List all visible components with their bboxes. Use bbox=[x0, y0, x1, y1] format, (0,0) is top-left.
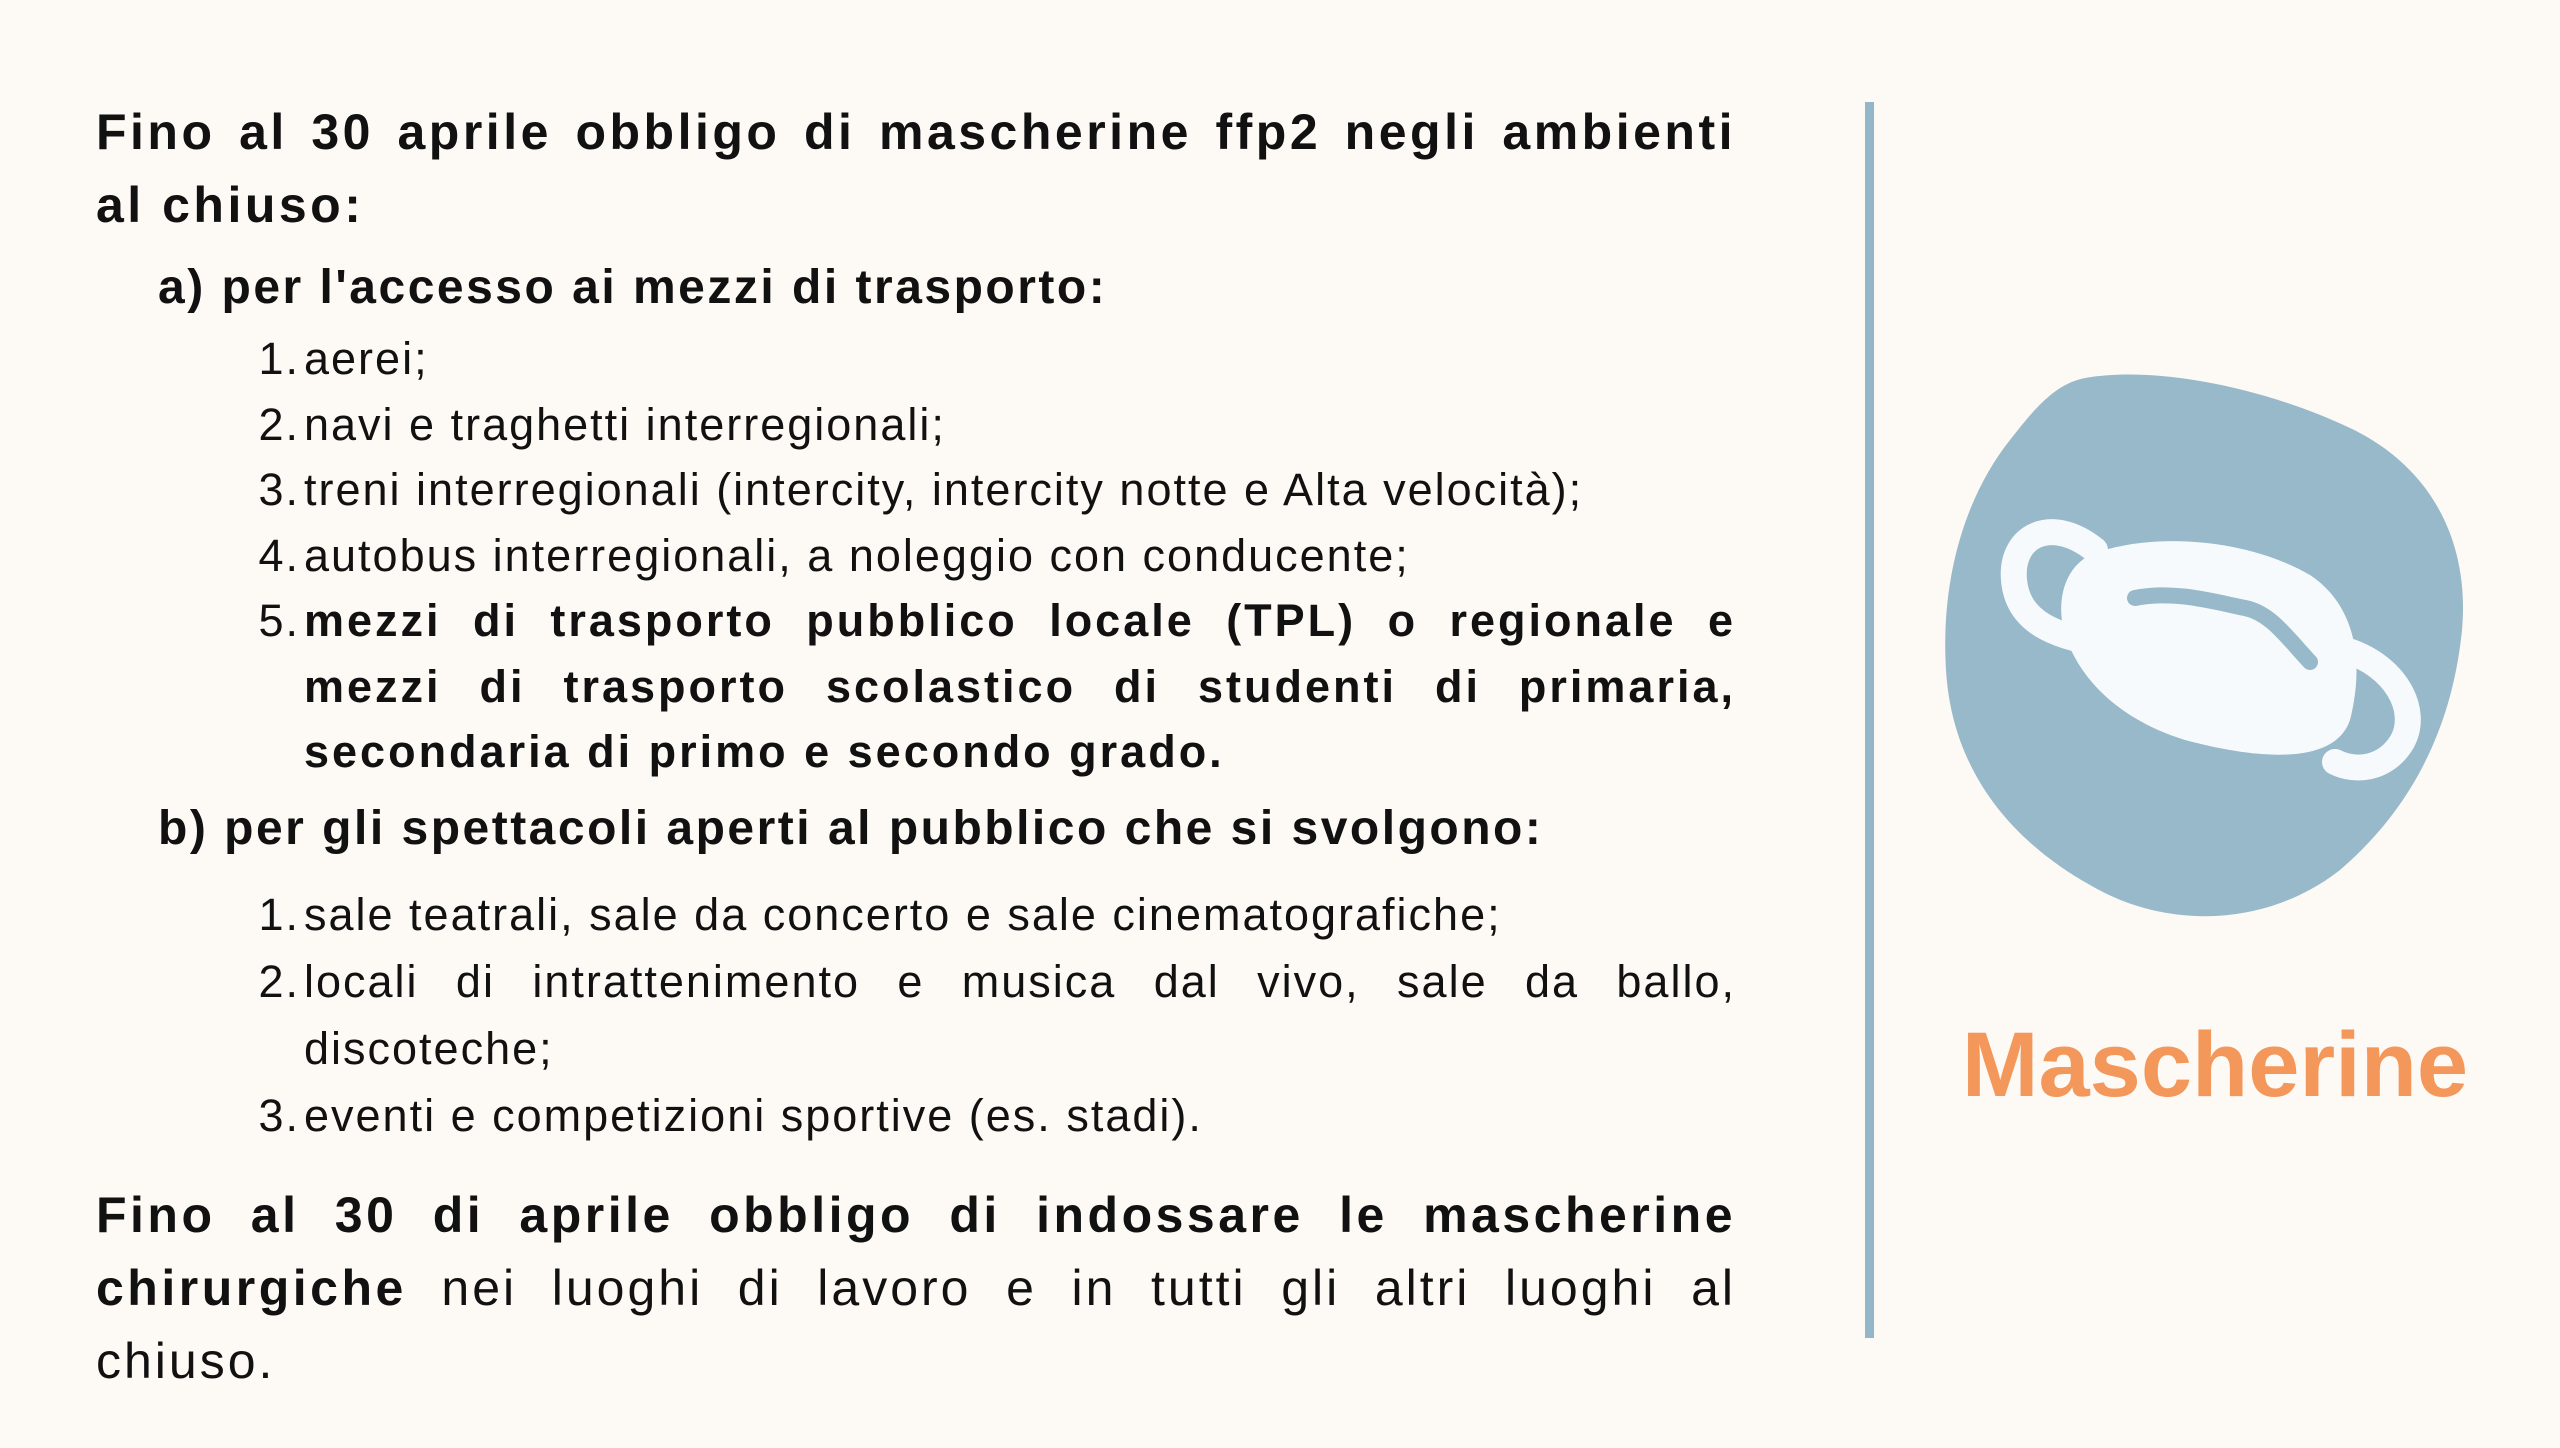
list-item-text: autobus interregionali, a noleggio con conducente; bbox=[304, 529, 1410, 581]
section-b-label: b) per gli spettacoli aperti al pubblico che si svolgono: bbox=[158, 801, 1544, 855]
list-item-text: sale teatrali, sale da concerto e sale cinematografiche; bbox=[304, 888, 1502, 940]
list-item-number: 2. bbox=[258, 398, 300, 450]
section-a-list bbox=[252, 326, 1736, 785]
list-item bbox=[252, 523, 1736, 589]
list-item bbox=[252, 588, 1736, 785]
list-item-text: eventi e competizioni sportive (es. stadi). bbox=[304, 1089, 1203, 1141]
list-item bbox=[252, 326, 1736, 392]
list-item-number: 3. bbox=[258, 464, 300, 515]
section-a-label: a) per l'accesso ai mezzi di trasporto: bbox=[158, 261, 1108, 314]
list-item-text: aerei; bbox=[304, 333, 429, 384]
list-item-number: 1. bbox=[258, 333, 300, 384]
list-item-number: 5. bbox=[258, 595, 300, 646]
list-item bbox=[252, 948, 1736, 1082]
list-item-number: 4. bbox=[258, 529, 300, 581]
list-item-number: 1. bbox=[258, 888, 300, 940]
list-item bbox=[252, 392, 1736, 458]
sidebar-title: Mascherine bbox=[1961, 1014, 2469, 1116]
page-title: Fino al 30 aprile obbligo di mascherine ffp2 negli ambienti al chiuso: bbox=[96, 104, 1736, 233]
list-item-text: treni interregionali (intercity, intercity notte e Alta velocità); bbox=[304, 464, 1584, 515]
main-content bbox=[96, 96, 1736, 1448]
list-item bbox=[252, 457, 1736, 523]
list-item bbox=[252, 1082, 1736, 1149]
closing-paragraph bbox=[96, 1179, 1736, 1398]
closing-bold-text: Fino al 30 di aprile obbligo di indossare le mascherine chirurgiche bbox=[96, 1186, 1736, 1316]
list-item bbox=[252, 881, 1736, 948]
vertical-divider bbox=[1865, 102, 1874, 1338]
list-item-text: mezzi di trasporto pubblico locale (TPL) o regionale e mezzi di trasporto scolastico di studenti di primaria, secondaria di primo e secondo grado. bbox=[304, 595, 1736, 777]
section-b-list bbox=[252, 881, 1736, 1149]
list-item-text: navi e traghetti interregionali; bbox=[304, 398, 946, 450]
list-item-text: locali di intrattenimento e musica dal vivo, sale da ballo, discoteche; bbox=[304, 955, 1736, 1074]
closing-regular-text: nei luoghi di lavoro e in tutti gli altri luoghi al chiuso. bbox=[96, 1259, 1736, 1389]
mask-icon bbox=[1940, 370, 2480, 930]
list-item-number: 3. bbox=[258, 1089, 300, 1141]
list-item-number: 2. bbox=[258, 955, 300, 1007]
